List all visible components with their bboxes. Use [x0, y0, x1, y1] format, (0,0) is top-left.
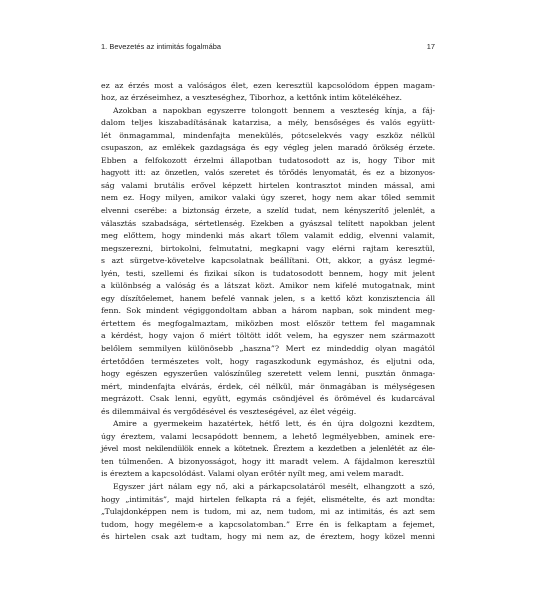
- text-line: ten túlmenően. A bizonyosságot, hogy itt maradt velem. A fájdalmon keresztül: [101, 456, 435, 466]
- text-line: meg előttem, hogy mindenki más akart tőlem valamit eddig, elvenni valamit,: [101, 231, 435, 241]
- text-line: ez az érzés most a valóságos élet, ezen keresztül kapcsolódom éppen magam-: [101, 80, 435, 90]
- text-line: lyén, testi, szellemi és fizikai síkon is tudatosodott bennem, hogy mit jelent: [101, 268, 435, 278]
- text-line: a kérdést, hogy vajon ő miért töltött időt velem, ha egyszer nem származott: [101, 331, 435, 341]
- text-line: Egyszer járt nálam egy nő, aki a párkapcsolatáról mesélt, elhangzott a szó,: [113, 482, 435, 491]
- text-line: hogy „intimitás”, majd hirtelen felkapta rá a fejét, elismételte, és azt mondta:: [101, 494, 435, 504]
- text-line: értetődően természetes volt, hogy ragaszkodunk egymáshoz, és eljutni oda,: [101, 356, 435, 366]
- text-line: „Tulajdonképpen nem is tudom, mi az, nem tudom, mi az intimitás, és azt sem: [101, 507, 435, 517]
- text-line: mért, mindenfajta elvárás, érdek, cél nélkül, már önmagában is mélységesen: [101, 381, 435, 391]
- paragraph-4: [101, 481, 435, 544]
- text-line: hoz, az érzéseimhez, a veszteséghez, Tiborhoz, a kettőnk intim kötelékéhez.: [101, 93, 402, 103]
- text-line: Azokban a napokban egyszerre tolongott bennem a veszteség kínja, a fáj-: [113, 105, 435, 115]
- text-line: egy díszítőelemet, hanem befelé vannak jelen, s a kettő közt konzisztencia áll: [101, 293, 435, 303]
- text-line: fenn. Sok mindent végiggondoltam abban a három napban, sok mindent meg-: [101, 306, 435, 316]
- text-line: Ebben a felfokozott érzelmi állapotban tudatosodott az is, hogy Tibor mit: [101, 155, 435, 165]
- text-line: ság valami brutális erővel képzett hirtelen kontrasztot minden mással, ami: [101, 180, 435, 190]
- text-line: s azt sürgetve-követelve kapcsolatnak beállítani. Ott, akkor, a gyász legmé-: [101, 256, 435, 266]
- page-number: 17: [426, 42, 435, 51]
- text-line: nem ez. Hogy milyen, amikor valaki úgy szeret, hogy nem akar tőled semmit: [101, 193, 435, 203]
- text-line: úgy éreztem, valami lecsapódott bennem, a lehető legmélyebben, aminek ere-: [101, 431, 435, 441]
- text-line: lét önmagammal, mindenfajta menekülés, pótcselekvés vagy eszköz nélkül: [101, 130, 435, 140]
- text-line: jével most nekilendülök ennek a kötetnek. Éreztem a kezdetben a jelenlétét az éle-: [101, 444, 435, 454]
- text-line: Amire a gyermekeim hazatértek, hétfő lett, és én újra dolgozni kezdtem,: [113, 419, 435, 429]
- text-line: választás szabadsága, sértetlenség. Ezekben a gyászsal telített napokban jelent: [101, 218, 435, 228]
- text-line: és dilemmáival és vergődésével és veszteségével, az élet végéig.: [101, 406, 357, 416]
- paragraph-1: [101, 80, 435, 105]
- text-line: tudom, hogy megélem-e a kapcsolatomban.” Erre én is felkaptam a fejemet,: [101, 519, 435, 529]
- text-line: csupaszon, az emlékek gazdagsága és egy végleg jelen maradó örökség érzete.: [101, 143, 435, 153]
- text-line: a különbség a valóság és a látszat közt. Amikor nem kifelé mutogatnak, mint: [101, 281, 435, 291]
- text-line: megrázott. Csak lenni, együtt, egymás csöndjével és örömével és kudarcával: [101, 394, 435, 404]
- text-line: dalom teljes kiszabadításának katarzisa, a mély, bensőséges és valós együtt-: [101, 118, 435, 128]
- paragraph-2: [101, 105, 435, 419]
- text-line: elvenni cserébe: a biztonság érzete, a szelíd tudat, nem kényszerítő jelenlét, a: [101, 205, 435, 215]
- text-line: és hirtelen csak azt tudtam, hogy mi nem az, de éreztem, hogy közel menni: [101, 532, 435, 542]
- body-text: [101, 80, 435, 544]
- chapter-title: 1. Bevezetés az intimitás fogalmába: [101, 42, 222, 51]
- text-line: értettem és megfogalmaztam, miközben most először tettem fel magamnak: [101, 318, 435, 328]
- paragraph-3: [101, 418, 435, 481]
- text-line: belőlem semmilyen különösebb „haszna”? Mert ez mindeddig olyan magától: [101, 343, 435, 353]
- running-header: [101, 42, 435, 56]
- text-line: is éreztem a kapcsolódást. Valami olyan erőtér nyílt meg, ami velem maradt.: [101, 469, 404, 479]
- text-line: hogy egészen egyszerűen valószínűleg szeretett velem lenni, pusztán önmaga-: [101, 369, 435, 379]
- text-line: megszerezni, birtokolni, felmutatni, megkapni vagy elérni rajtam keresztül,: [101, 243, 435, 253]
- text-line: hagyott itt: az önzetlen, valós szeretet és törődés lenyomatát, és ez a bizonyos-: [101, 168, 435, 178]
